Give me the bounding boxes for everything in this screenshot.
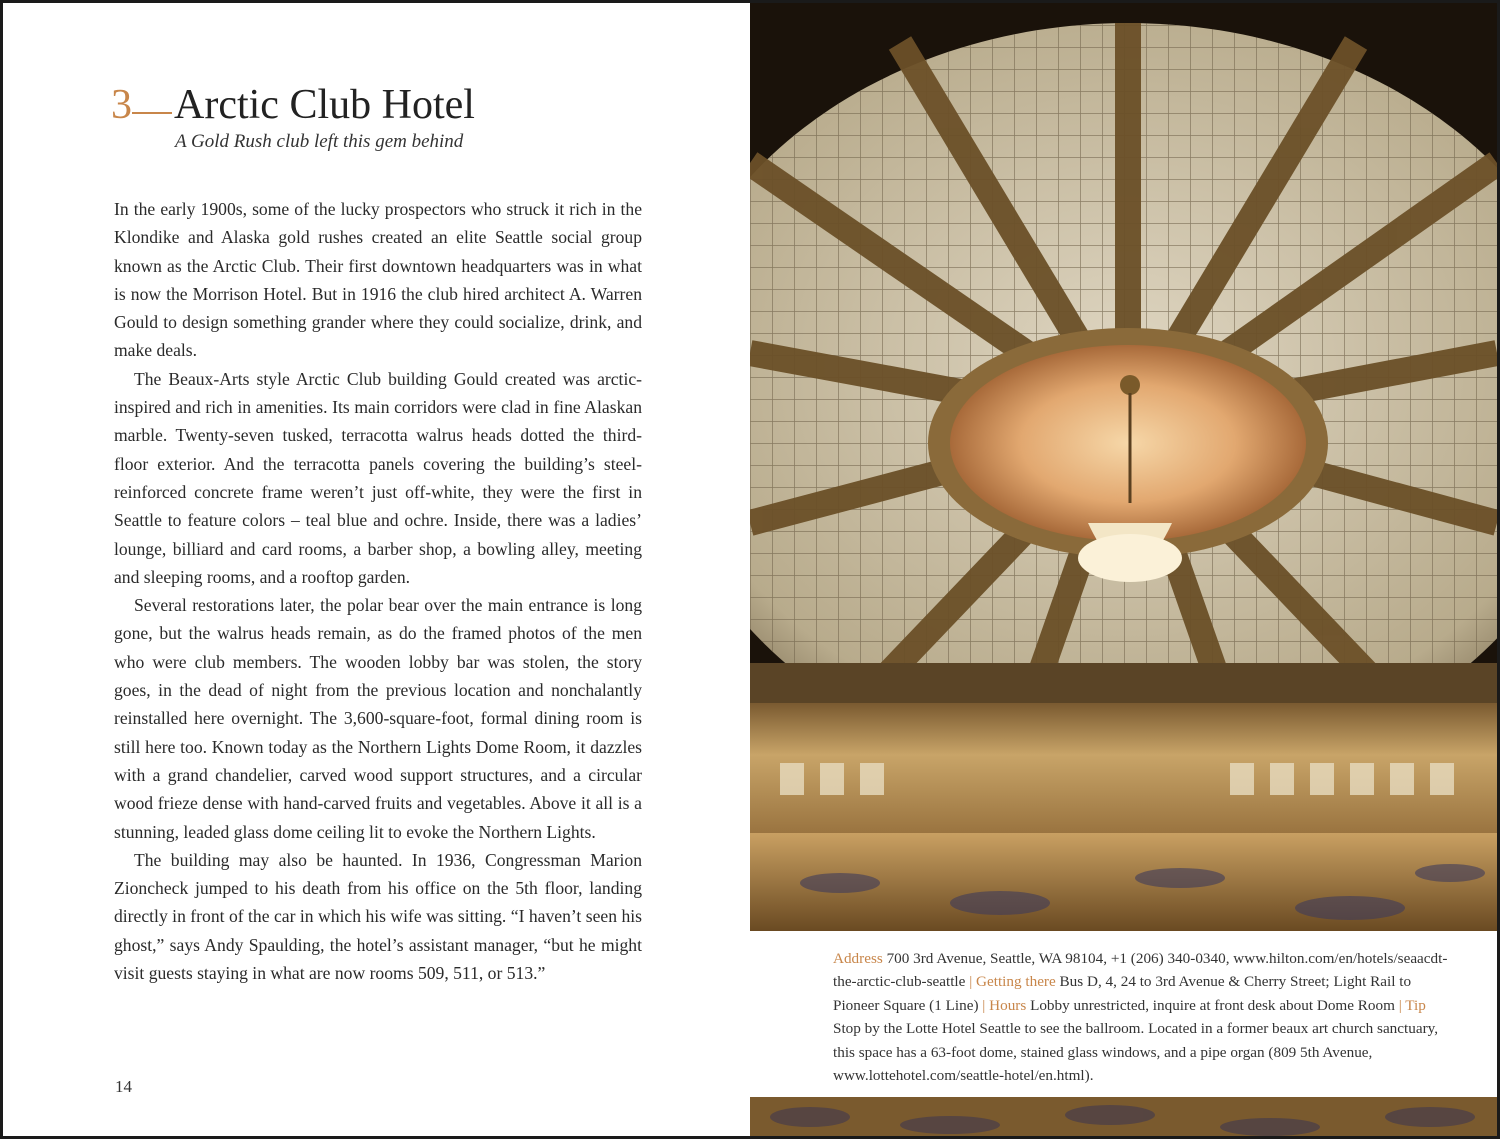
getting-there-value: Bus D, 4, 24 to 3rd Avenue & Cherry Street; Light Rail to Pioneer Square (1 Line) [833, 973, 1412, 1014]
chapter-rule [132, 112, 172, 114]
tip-value: Stop by the Lotte Hotel Seattle to see the ballroom. Located in a former beaux art church sanctuary, this space has a 63-foot dome, stained glass windows, and a pipe organ (809 5th Avenue, www.lottehotel.com/seattle-hotel/en.html). [833, 1020, 1439, 1085]
dome-room-photo [750, 3, 1497, 931]
page-number: 14 [115, 1077, 132, 1096]
info-box [750, 931, 1497, 1097]
separator: | [1398, 996, 1402, 1014]
address-value: 700 3rd Avenue, Seattle, WA 98104, +1 (206) 340-0340, www.hilton.com/en/hotels/seaacdt-the-arctic-club-seattle [833, 950, 1448, 991]
right-page [750, 0, 1500, 1139]
paragraph: The Beaux-Arts style Arctic Club building Gould created was arctic-inspired and rich in amenities. Its main corridors were clad in fine Alaskan marble. Twenty-seven tusked, terracotta walrus heads dotted the third-floor exterior. And the terracotta panels covering the building’s steel-reinforced concrete frame weren’t just off-white, they were the first in Seattle to feature colors – teal blue and ochre. Inside, there was a ladies’ lounge, billiard and card rooms, a barber shop, a bowling alley, meeting and sleeping rooms, and a rooftop garden. [114, 368, 642, 587]
paragraph: In the early 1900s, some of the lucky prospectors who struck it rich in the Klondike and Alaska gold rushes created an elite Seattle social group known as the Arctic Club. Their first downtown headquarters was in what is now the Morrison Hotel. But in 1916 the club hired architect A. Warren Gould to design something grander where they could socialize, drink, and make deals. [114, 199, 642, 361]
address-label: Address [833, 950, 883, 967]
chapter-number: 3 [111, 82, 132, 128]
hours-value: Lobby unrestricted, inquire at front desk about Dome Room [1030, 996, 1395, 1014]
hours-label: Hours [989, 996, 1027, 1014]
paragraph: The building may also be haunted. In 1936, Congressman Marion Zioncheck jumped to his death from his office on the 5th floor, landing directly in front of the car in which his wife was sitting. “I haven’t seen his ghost,” says Andy Spaulding, the hotel’s assistant manager, “but he might visit guests staying in what are now rooms 509, 511, or 513.” [114, 849, 642, 984]
separator: | [982, 996, 986, 1014]
info-text [833, 947, 1453, 1087]
body-text [114, 195, 642, 987]
chapter-subtitle: A Gold Rush club left this gem behind [175, 131, 464, 152]
separator: | [969, 973, 973, 991]
chapter-title: Arctic Club Hotel [174, 82, 475, 128]
tip-label: Tip [1405, 996, 1426, 1014]
carpet-photo-strip [750, 1097, 1497, 1139]
chapter-heading [111, 81, 475, 129]
paragraph: Several restorations later, the polar bear over the main entrance is long gone, but the walrus heads remain, as do the framed photos of the men who were club members. The wooden lobby bar was stolen, the story goes, in the dead of night from the previous location and nonchalantly reinstalled here overnight. The 3,600-square-foot, formal dining room is still here too. Known today as the Northern Lights Dome Room, it dazzles with a grand chandelier, carved wood support structures, and a circular wood frieze dense with hand-carved fruits and vegetables. Above it all is a stunning, leaded glass dome ceiling lit to evoke the Northern Lights. [114, 595, 642, 842]
getting-there-label: Getting there [976, 973, 1056, 991]
